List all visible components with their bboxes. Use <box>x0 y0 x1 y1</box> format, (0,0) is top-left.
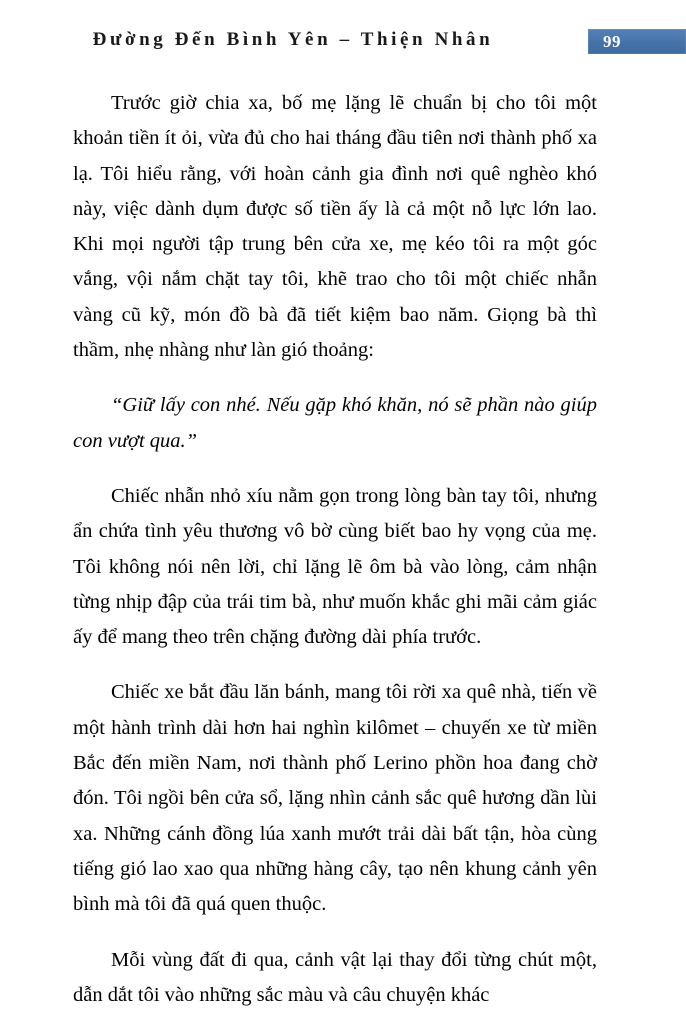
body-quote-paragraph: “Giữ lấy con nhé. Nếu gặp khó khăn, nó sẽ phần nào giúp con vượt qua.” <box>73 394 597 452</box>
page-running-header <box>0 26 686 56</box>
page-number-value: 99 <box>603 32 621 51</box>
page-body-text <box>73 86 597 1013</box>
body-paragraph: Chiếc xe bắt đầu lăn bánh, mang tôi rời xa quê nhà, tiến về một hành trình dài hơn hai nghìn kilômet – chuyến xe từ miền Bắc đến miền Nam, nơi thành phố Lerino phồn hoa đang chờ đón. Tôi ngồi bên cửa sổ, lặng nhìn cảnh sắc quê hương dần lùi xa. Những cánh đồng lúa xanh mướt trải dài bất tận, hòa cùng tiếng gió lao xao qua những hàng cây, tạo nên khung cảnh yên bình mà tôi đã quá quen thuộc. <box>73 681 597 916</box>
body-paragraph: Trước giờ chia xa, bố mẹ lặng lẽ chuẩn bị cho tôi một khoản tiền ít ỏi, vừa đủ cho hai tháng đầu tiên nơi thành phố xa lạ. Tôi hiểu rằng, với hoàn cảnh gia đình nơi quê nghèo khó này, việc dành dụm được số tiền ấy là cả một nỗ lực lớn lao. Khi mọi người tập trung bên cửa xe, mẹ kéo tôi ra một góc vắng, vội nắm chặt tay tôi, khẽ trao cho tôi một chiếc nhẫn vàng cũ kỹ, món đồ bà đã tiết kiệm bao năm. Giọng bà thì thầm, nhẹ nhàng như làn gió thoảng: <box>73 92 597 362</box>
book-title-header: Đường Đến Bình Yên – Thiện Nhân <box>92 29 494 50</box>
page-number-badge <box>588 29 686 54</box>
body-paragraph: Chiếc nhẫn nhỏ xíu nằm gọn trong lòng bàn tay tôi, nhưng ẩn chứa tình yêu thương vô bờ cùng biết bao hy vọng của mẹ. Tôi không nói nên lời, chỉ lặng lẽ ôm bà vào lòng, cảm nhận từng nhịp đập của trái tim bà, như muốn khắc ghi mãi cảm giác ấy để mang theo trên chặng đường dài phía trước. <box>73 484 597 649</box>
body-paragraph: Mỗi vùng đất đi qua, cảnh vật lại thay đổi từng chút một, dẫn dắt tôi vào những sắc màu và câu chuyện khác <box>73 948 597 1006</box>
